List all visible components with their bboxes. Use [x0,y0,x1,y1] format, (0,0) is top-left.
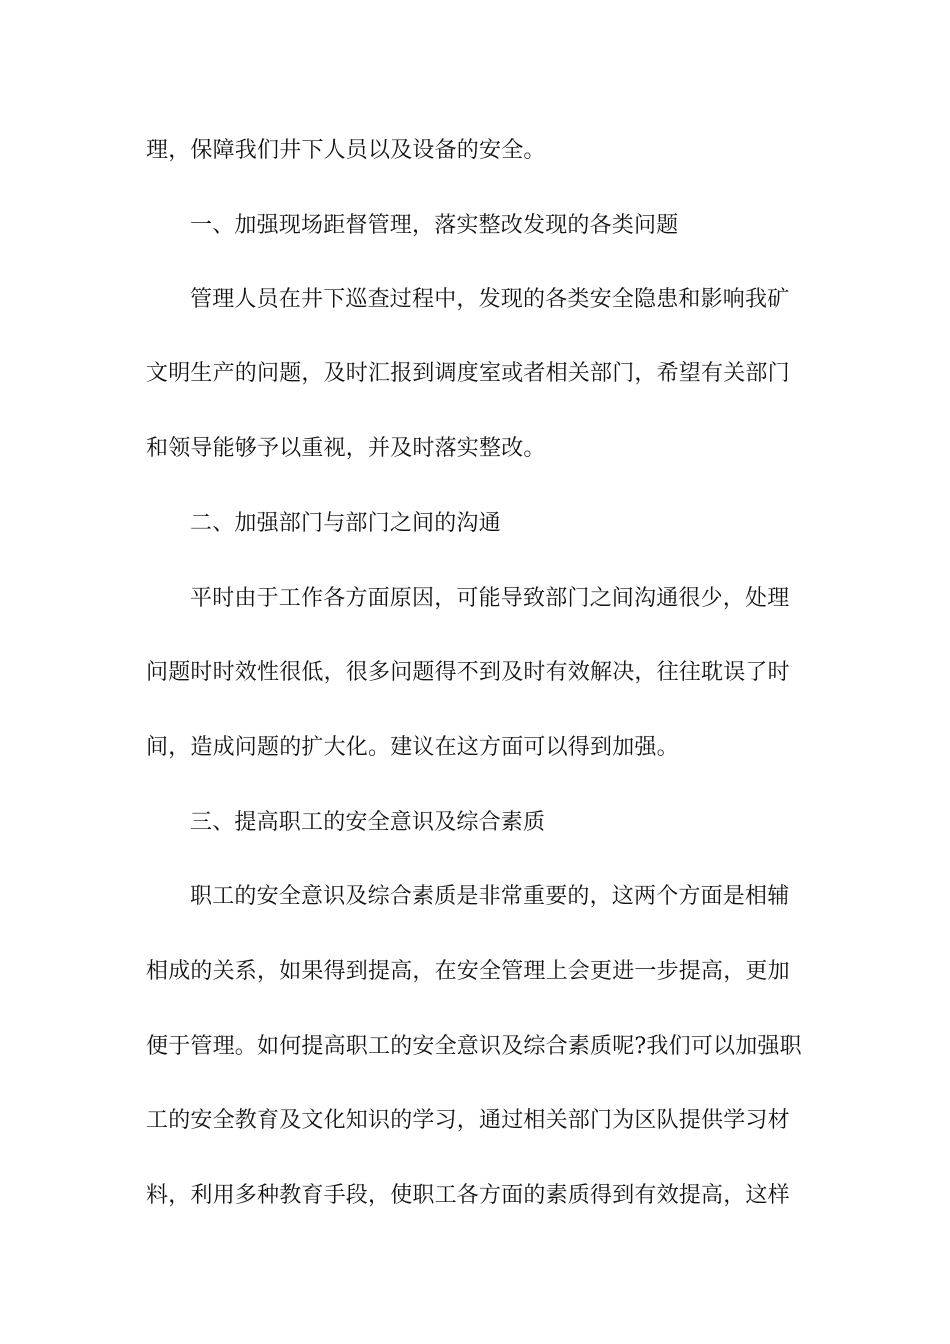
paragraph-line: 相成的关系，如果得到提高，在安全管理上会更进一步提高，更加 [146,959,790,984]
paragraph-line: 料，利用多种教育手段，使职工各方面的素质得到有效提高，这样 [146,1183,790,1208]
section-heading-3: 三、提高职工的安全意识及综合素质 [190,810,546,835]
paragraph-continuation-line: 理，保障我们井下人员以及设备的安全。 [146,138,546,163]
section-heading-1: 一、加强现场距督管理，落实整改发现的各类问题 [190,213,679,238]
paragraph-line: 问题时时效性很低，很多问题得不到及时有效解决，往往耽误了时 [146,660,790,685]
paragraph-line: 和领导能够予以重视，并及时落实整改。 [146,436,546,461]
paragraph-line: 工的安全教育及文化知识的学习，通过相关部门为区队提供学习材 [146,1108,790,1133]
paragraph-line: 便于管理。如何提高职工的安全意识及综合素质呢?我们可以加强职 [146,1034,802,1059]
paragraph-line: 管理人员在井下巡查过程中，发现的各类安全隐患和影响我矿 [190,287,790,312]
paragraph-line: 平时由于工作各方面原因，可能导致部门之间沟通很少，处理 [190,586,790,611]
paragraph-line: 职工的安全意识及综合素质是非常重要的，这两个方面是相辅 [190,884,790,909]
paragraph-line: 间，造成问题的扩大化。建议在这方面可以得到加强。 [146,735,679,760]
section-heading-2: 二、加强部门与部门之间的沟通 [190,511,501,536]
paragraph-line: 文明生产的问题，及时汇报到调度室或者相关部门，希望有关部门 [146,361,790,386]
